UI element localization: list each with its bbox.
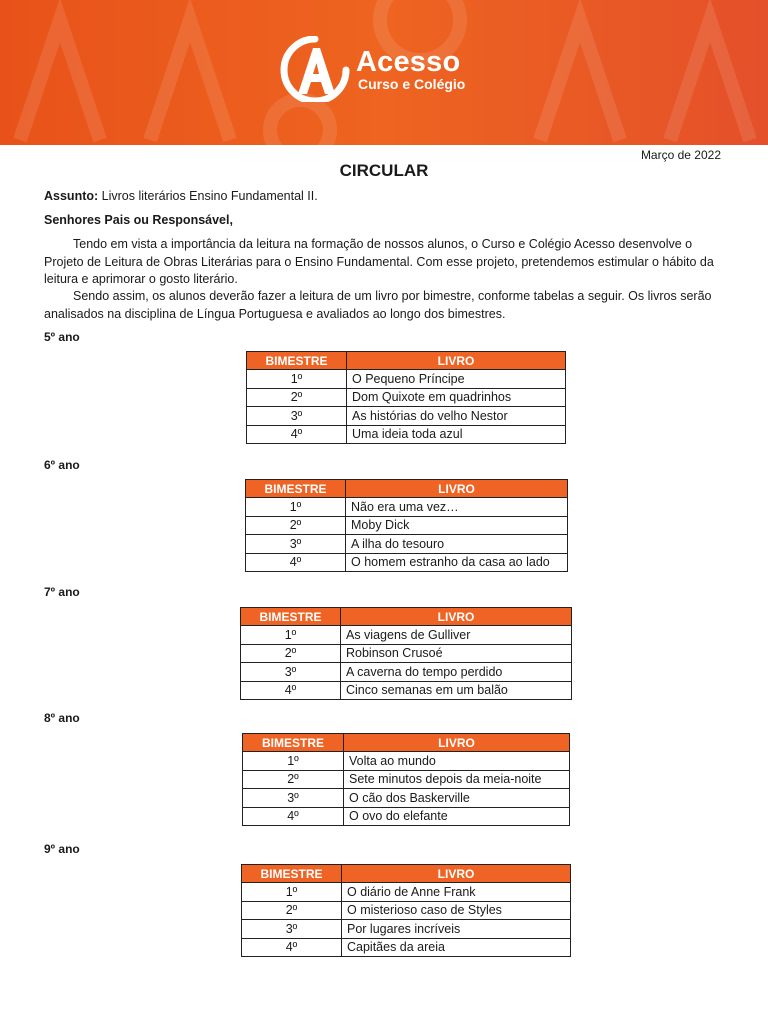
bimestre-cell: 1º [243, 752, 344, 771]
books-table [246, 351, 566, 444]
header-livro: LIVRO [344, 734, 570, 752]
livro-cell: As viagens de Gulliver [341, 626, 572, 645]
grade-label: 9º ano [44, 842, 80, 856]
table-row [241, 626, 572, 645]
livro-cell: Não era uma vez… [346, 498, 568, 517]
bimestre-cell: 4º [243, 807, 344, 826]
subject-line [44, 188, 722, 206]
acesso-logo [280, 36, 465, 102]
header-bimestre: BIMESTRE [243, 734, 344, 752]
document-title: CIRCULAR [339, 161, 429, 180]
header-banner [0, 0, 768, 145]
bimestre-cell: 4º [247, 425, 347, 444]
table-row [246, 553, 568, 572]
bimestre-cell: 2º [241, 644, 341, 663]
livro-cell: As histórias do velho Nestor [347, 407, 566, 426]
table-row [242, 938, 571, 957]
header-bimestre: BIMESTRE [241, 608, 341, 626]
livro-cell: O homem estranho da casa ao lado [346, 553, 568, 572]
bimestre-cell: 4º [241, 681, 341, 700]
subject-text: Livros literários Ensino Fundamental II. [101, 189, 318, 203]
paragraph-1: Tendo em vista a importância da leitura na formação de nossos alunos, o Curso e Colégio Acesso desenvolve o Projeto de Leitura de Obras Literárias para o Ensino Fundamental. Com esse projeto, pretendemos estimular o hábito da leitura e aprimorar o gosto literário. [44, 237, 714, 286]
table-row [241, 663, 572, 682]
livro-cell: Volta ao mundo [344, 752, 570, 771]
books-table [242, 733, 570, 826]
livro-cell: A ilha do tesouro [346, 535, 568, 554]
table-row [247, 370, 566, 389]
bimestre-cell: 3º [242, 920, 342, 939]
grade-label: 7º ano [44, 585, 80, 599]
header-bimestre: BIMESTRE [242, 865, 342, 883]
books-table [241, 864, 571, 957]
livro-cell: Dom Quixote em quadrinhos [347, 388, 566, 407]
table-row [246, 535, 568, 554]
table-row [247, 407, 566, 426]
table-header-row [247, 352, 566, 370]
livro-cell: O ovo do elefante [344, 807, 570, 826]
livro-cell: Uma ideia toda azul [347, 425, 566, 444]
logo-a-icon [280, 36, 350, 102]
table-row [242, 901, 571, 920]
bimestre-cell: 4º [242, 938, 342, 957]
bimestre-cell: 3º [241, 663, 341, 682]
livro-cell: O cão dos Baskerville [344, 789, 570, 808]
table-row [242, 920, 571, 939]
table-row [247, 388, 566, 407]
paragraph-2: Sendo assim, os alunos deverão fazer a leitura de um livro por bimestre, conforme tabelas a seguir. Os livros serão analisados na disciplina de Língua Portuguesa e avaliados ao longo dos bimestres. [44, 289, 712, 321]
bimestre-cell: 3º [246, 535, 346, 554]
header-livro: LIVRO [346, 480, 568, 498]
grade-label: 6º ano [44, 458, 80, 472]
bimestre-cell: 1º [247, 370, 347, 389]
livro-cell: O Pequeno Príncipe [347, 370, 566, 389]
header-livro: LIVRO [341, 608, 572, 626]
subject-label: Assunto: [44, 189, 99, 203]
grade-label: 5º ano [44, 330, 80, 344]
table-row [246, 498, 568, 517]
table-row [243, 752, 570, 771]
table-row [242, 883, 571, 902]
bimestre-cell: 1º [246, 498, 346, 517]
bimestre-cell: 2º [246, 516, 346, 535]
header-bimestre: BIMESTRE [247, 352, 347, 370]
logo-subtitle: Curso e Colégio [358, 75, 466, 92]
logo-name: Acesso [356, 45, 461, 78]
livro-cell: A caverna do tempo perdido [341, 663, 572, 682]
livro-cell: Por lugares incríveis [342, 920, 571, 939]
table-row [246, 516, 568, 535]
header-bimestre: BIMESTRE [246, 480, 346, 498]
table-header-row [246, 480, 568, 498]
bimestre-cell: 1º [242, 883, 342, 902]
table-header-row [242, 865, 571, 883]
livro-cell: Sete minutos depois da meia-noite [344, 770, 570, 789]
livro-cell: O misterioso caso de Styles [342, 901, 571, 920]
document-date: Março de 2022 [640, 148, 721, 162]
bimestre-cell: 3º [247, 407, 347, 426]
table-header-row [243, 734, 570, 752]
books-table [245, 479, 568, 572]
bimestre-cell: 2º [243, 770, 344, 789]
grade-label: 8º ano [44, 711, 80, 725]
table-row [241, 681, 572, 700]
bimestre-cell: 4º [246, 553, 346, 572]
livro-cell: Cinco semanas em um balão [341, 681, 572, 700]
table-row [241, 644, 572, 663]
livro-cell: Moby Dick [346, 516, 568, 535]
bimestre-cell: 2º [242, 901, 342, 920]
header-livro: LIVRO [342, 865, 571, 883]
table-row [243, 789, 570, 808]
bimestre-cell: 3º [243, 789, 344, 808]
greeting: Senhores Pais ou Responsável, [44, 213, 233, 227]
books-table [240, 607, 572, 700]
table-row [247, 425, 566, 444]
bimestre-cell: 1º [241, 626, 341, 645]
header-livro: LIVRO [347, 352, 566, 370]
bimestre-cell: 2º [247, 388, 347, 407]
livro-cell: Capitães da areia [342, 938, 571, 957]
table-header-row [241, 608, 572, 626]
table-row [243, 807, 570, 826]
livro-cell: O diário de Anne Frank [342, 883, 571, 902]
livro-cell: Robinson Crusoé [341, 644, 572, 663]
table-row [243, 770, 570, 789]
